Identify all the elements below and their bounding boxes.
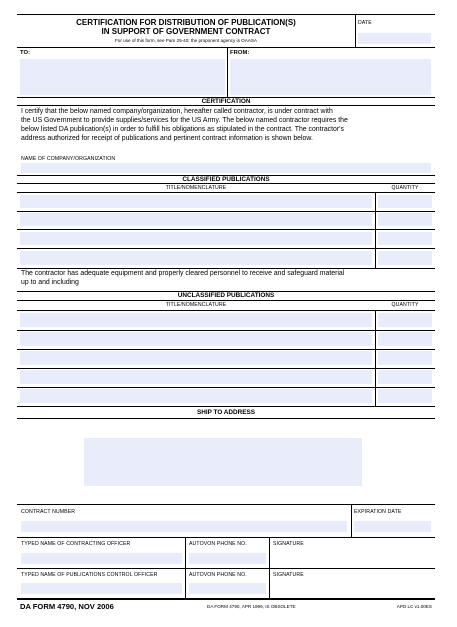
contracting-officer-name-field[interactable] [21, 553, 182, 564]
top-rule [17, 14, 435, 15]
classified-title-field[interactable] [20, 195, 372, 208]
classified-header-rule [17, 192, 435, 193]
ship-to-heading-rule [17, 418, 435, 419]
certification-line: address authorized for receipt of publications and pertinent contract information is shown below. [21, 135, 313, 143]
pubs-control-officer-name-field[interactable] [21, 583, 182, 594]
from-label: FROM: [230, 50, 250, 56]
certification-line: the US Government to provide supplies/services for the US Army. The below named contractor requires the [21, 117, 348, 125]
clearance-line: up to and including [21, 278, 79, 286]
unclassified-row-rule [17, 368, 435, 369]
contracting-signature-divider [269, 537, 270, 568]
company-field[interactable] [21, 163, 431, 173]
unclassified-col-quantity: QUANTITY [391, 302, 419, 308]
date-divider [355, 14, 356, 47]
contracting-signature-label: SIGNATURE [273, 541, 304, 547]
unclassified-header-rule [17, 310, 435, 311]
classified-row-rule [17, 229, 435, 230]
to-from-divider [227, 47, 228, 97]
company-label: NAME OF COMPANY/ORGANIZATION [21, 156, 116, 162]
clearance-statement [21, 270, 433, 287]
unclassified-title-field[interactable] [20, 389, 372, 403]
unclassified-heading-rule [17, 300, 435, 301]
classified-title-field[interactable] [20, 251, 372, 265]
bottom-rule [17, 598, 435, 600]
unclassified-bottom-rule [17, 406, 435, 407]
certification-line: below listed DA publication(s) in order to fulfill his obligations as stipulated in the contract. The contractor's [21, 126, 344, 134]
form-number: DA FORM 4790, NOV 2006 [20, 602, 114, 611]
pubs-signature-label: SIGNATURE [273, 572, 304, 578]
date-label: DATE [358, 20, 372, 26]
contract-divider [351, 504, 352, 537]
unclassified-qty-field[interactable] [378, 351, 432, 365]
pubs-control-officer-label: TYPED NAME OF PUBLICATIONS CONTROL OFFICER [21, 572, 158, 578]
pubs-phone-label: AUTOVON PHONE NO. [189, 572, 247, 578]
classified-row-rule [17, 211, 435, 212]
expiration-date-field[interactable] [354, 521, 431, 532]
classified-col-title: TITLE/NOMENCLATURE [165, 185, 227, 191]
unclassified-qty-field[interactable] [378, 313, 432, 327]
to-label: TO: [20, 50, 31, 56]
classified-heading-rule [17, 183, 435, 184]
edition-note: DA FORM 4790, APR 1999, IS OBSOLETE [207, 604, 296, 609]
unclassified-title-field[interactable] [20, 332, 372, 346]
pubs-phone-field[interactable] [189, 583, 266, 594]
classified-row-rule [17, 248, 435, 249]
unclassified-row-rule [17, 349, 435, 350]
unclassified-row-rule [17, 330, 435, 331]
clearance-line: The contractor has adequate equipment and properly cleared personnel to receive and safeguard material [21, 270, 345, 277]
form-title-line1: CERTIFICATION FOR DISTRIBUTION OF PUBLICATION(S) [76, 18, 296, 27]
pubs-signature-divider [269, 568, 270, 598]
contract-rule [17, 504, 435, 505]
classified-title-field[interactable] [20, 213, 372, 226]
unclassified-qty-field[interactable] [378, 389, 432, 403]
ship-to-address-field[interactable] [84, 438, 362, 486]
version-note: APD LC v1.00ES [396, 604, 432, 609]
contracting-phone-label: AUTOVON PHONE NO. [189, 541, 247, 547]
certification-heading-rule [17, 105, 435, 106]
unclassified-row-rule [17, 387, 435, 388]
classified-qty-field[interactable] [378, 251, 432, 265]
contracting-officer-label: TYPED NAME OF CONTRACTING OFFICER [21, 541, 131, 547]
unclassified-col-title: TITLE/NOMENCLATURE [165, 302, 227, 308]
from-address-field[interactable] [230, 59, 431, 95]
classified-qty-field[interactable] [378, 195, 432, 208]
unclassified-qty-field[interactable] [378, 332, 432, 346]
unclassified-qty-field[interactable] [378, 370, 432, 384]
classified-col-divider [375, 192, 376, 268]
ship-to-heading: SHIP TO ADDRESS [196, 409, 256, 416]
certification-heading: CERTIFICATION [201, 98, 251, 105]
contracting-officer-rule [17, 537, 435, 538]
unclassified-title-field[interactable] [20, 370, 372, 384]
unclassified-title-field[interactable] [20, 351, 372, 365]
classified-qty-field[interactable] [378, 232, 432, 245]
unclassified-col-divider [375, 310, 376, 406]
contracting-phone-divider [185, 537, 186, 568]
certification-line: I certify that the below named company/organization, hereafter called contractor, is under contract with [21, 108, 333, 115]
da-form-4790 [17, 14, 435, 611]
classified-col-quantity: QUANTITY [391, 185, 419, 191]
to-from-rule [17, 47, 435, 48]
classified-title-field[interactable] [20, 232, 372, 245]
contracting-phone-field[interactable] [189, 553, 266, 564]
expiration-date-label: EXPIRATION DATE [354, 509, 402, 515]
unclassified-title-field[interactable] [20, 313, 372, 327]
pubs-phone-divider [185, 568, 186, 598]
to-address-field[interactable] [20, 59, 225, 95]
form-prescribing-note: For use of this form, see Pam 25-40; the proponent agency is OAASA [115, 38, 257, 43]
date-field[interactable] [358, 33, 431, 44]
certification-text [21, 107, 433, 143]
classified-bottom-rule [17, 268, 435, 269]
unclassified-heading: UNCLASSIFIED PUBLICATIONS [177, 292, 275, 299]
contract-number-field[interactable] [21, 521, 347, 532]
classified-qty-field[interactable] [378, 213, 432, 226]
classified-heading: CLASSIFIED PUBLICATIONS [182, 176, 270, 183]
contract-number-label: CONTRACT NUMBER [21, 509, 76, 515]
form-title-line2: IN SUPPORT OF GOVERNMENT CONTRACT [101, 27, 271, 36]
pubs-officer-rule [17, 568, 435, 569]
